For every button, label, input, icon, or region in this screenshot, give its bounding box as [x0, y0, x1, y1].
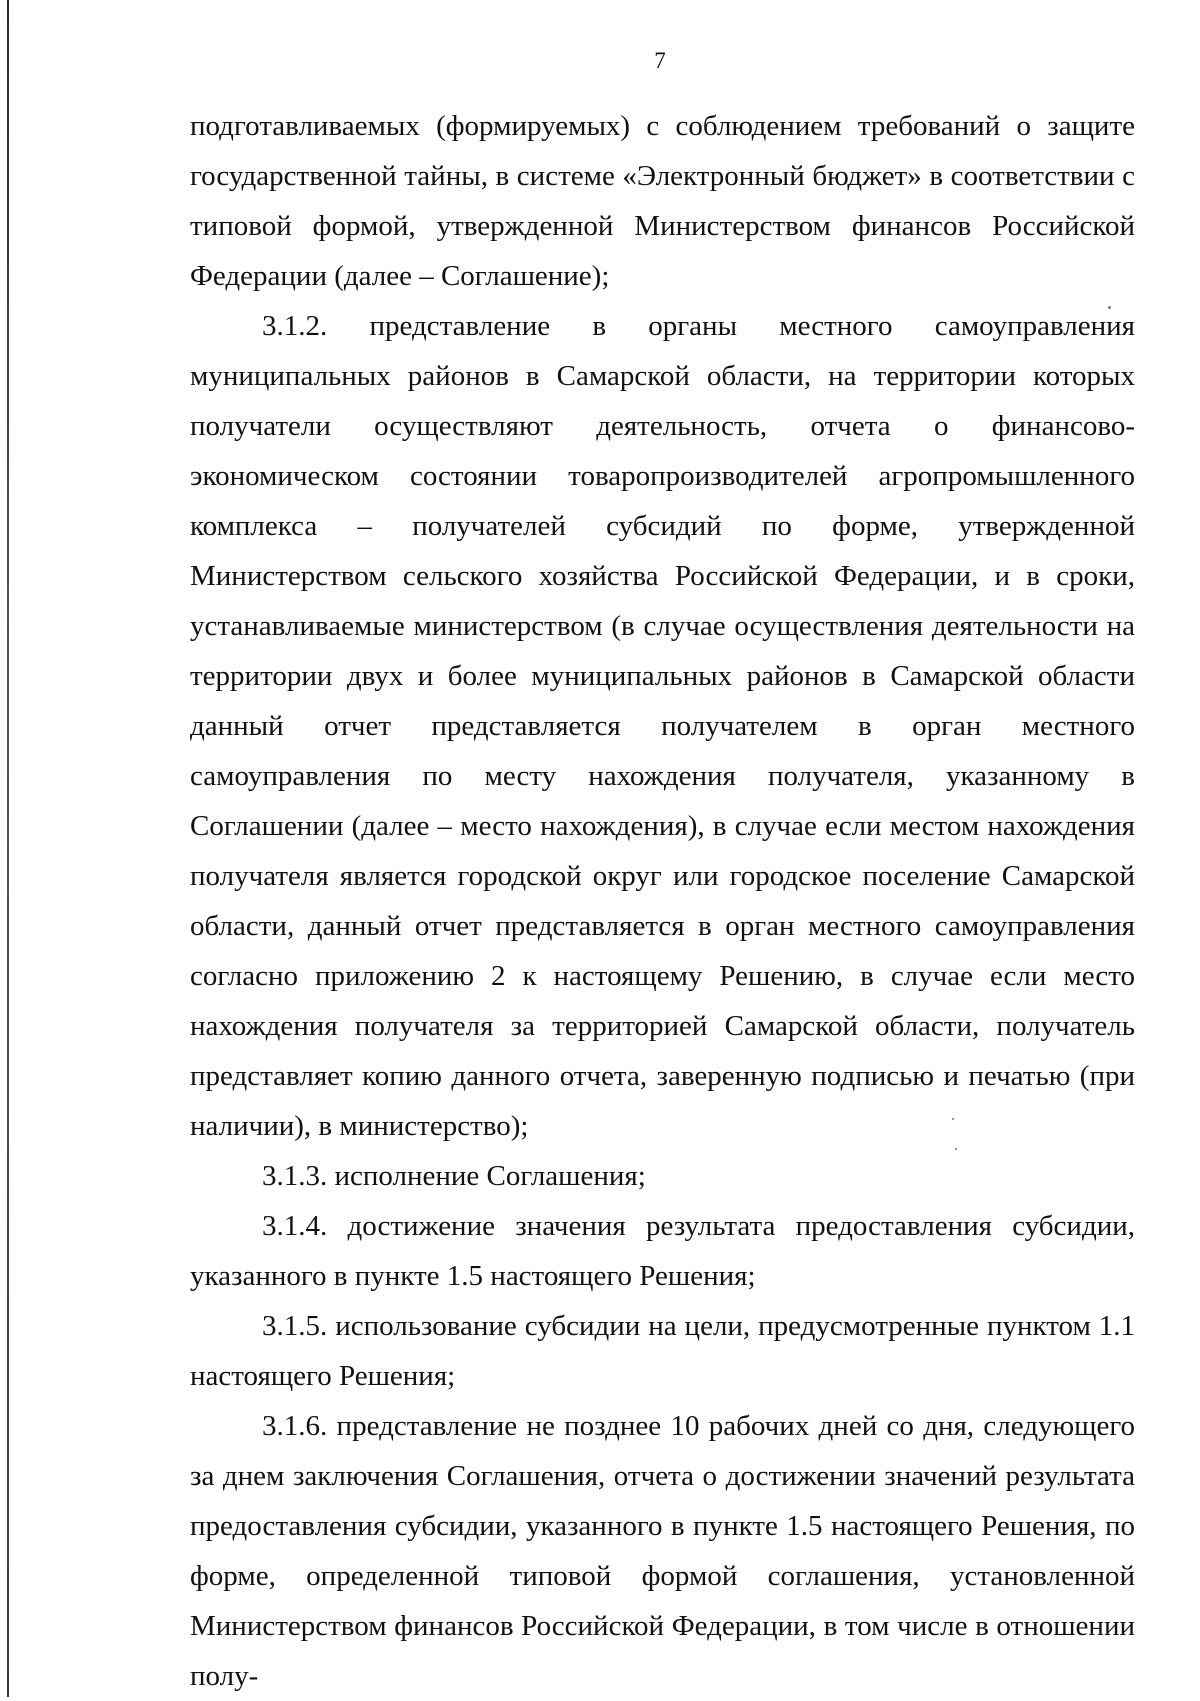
scan-speck	[955, 1148, 957, 1150]
paragraph-3-1-6: 3.1.6. представление не позднее 10 рабочих дней со дня, следующего за днем заключения Соглашения, отчета о достижении значений результата предоставления субсидии, указанного в пункте 1.5 настоящего Решения, по форме, определенной типовой формой соглашения, установленной Министерством финансов Российской Федерации, в том числе в отношении полу-	[190, 1410, 1135, 1692]
paragraph-continuation: подготавливаемых (формируемых) с соблюдением требований о защите государственной тайны, в системе «Электронный бюджет» в соответствии с типовой формой, утвержденной Министерством финансов Российской Федерации (далее – Соглашение);	[190, 110, 1135, 292]
paragraph-3-1-3: 3.1.3. исполнение Соглашения;	[262, 1160, 646, 1192]
paragraph-3-1-4: 3.1.4. достижение значения результата предоставления субсидии, указанного в пункте 1.5 настоящего Решения;	[190, 1210, 1135, 1292]
scan-speck	[952, 1118, 954, 1120]
paragraph-3-1-2: 3.1.2. представление в органы местного самоуправления муниципальных районов в Самарской области, на территории которых получатели осуществляют деятельность, отчета о финансово-экономическом состоянии товаропроизводителей агропромышленного комплекса – получателей субсидий по форме, утвержденной Министерством сельского хозяйства Российской Федерации, и в сроки, устанавливаемые министерством (в случае осуществления деятельности на территории двух и более муниципальных районов в Самарской области данный отчет представляется получателем в орган местного самоуправления по месту нахождения получателя, указанному в Соглашении (далее – место нахождения), в случае если местом нахождения получателя является городской округ или городское поселение Самарской области, данный отчет представляется в орган местного самоуправления согласно приложению 2 к настоящему Решению, в случае если место нахождения получателя за территорией Самарской области, получатель представляет копию данного отчета, заверенную подписью и печатью (при наличии), в министерство);	[190, 310, 1135, 1142]
page-number: 7	[654, 48, 666, 73]
scan-edge-line	[7, 0, 9, 1697]
paragraph-3-1-5: 3.1.5. использование субсидии на цели, предусмотренные пунктом 1.1 настоящего Решения;	[190, 1310, 1135, 1392]
document-body	[190, 101, 1135, 1701]
scan-speck	[1108, 306, 1111, 309]
